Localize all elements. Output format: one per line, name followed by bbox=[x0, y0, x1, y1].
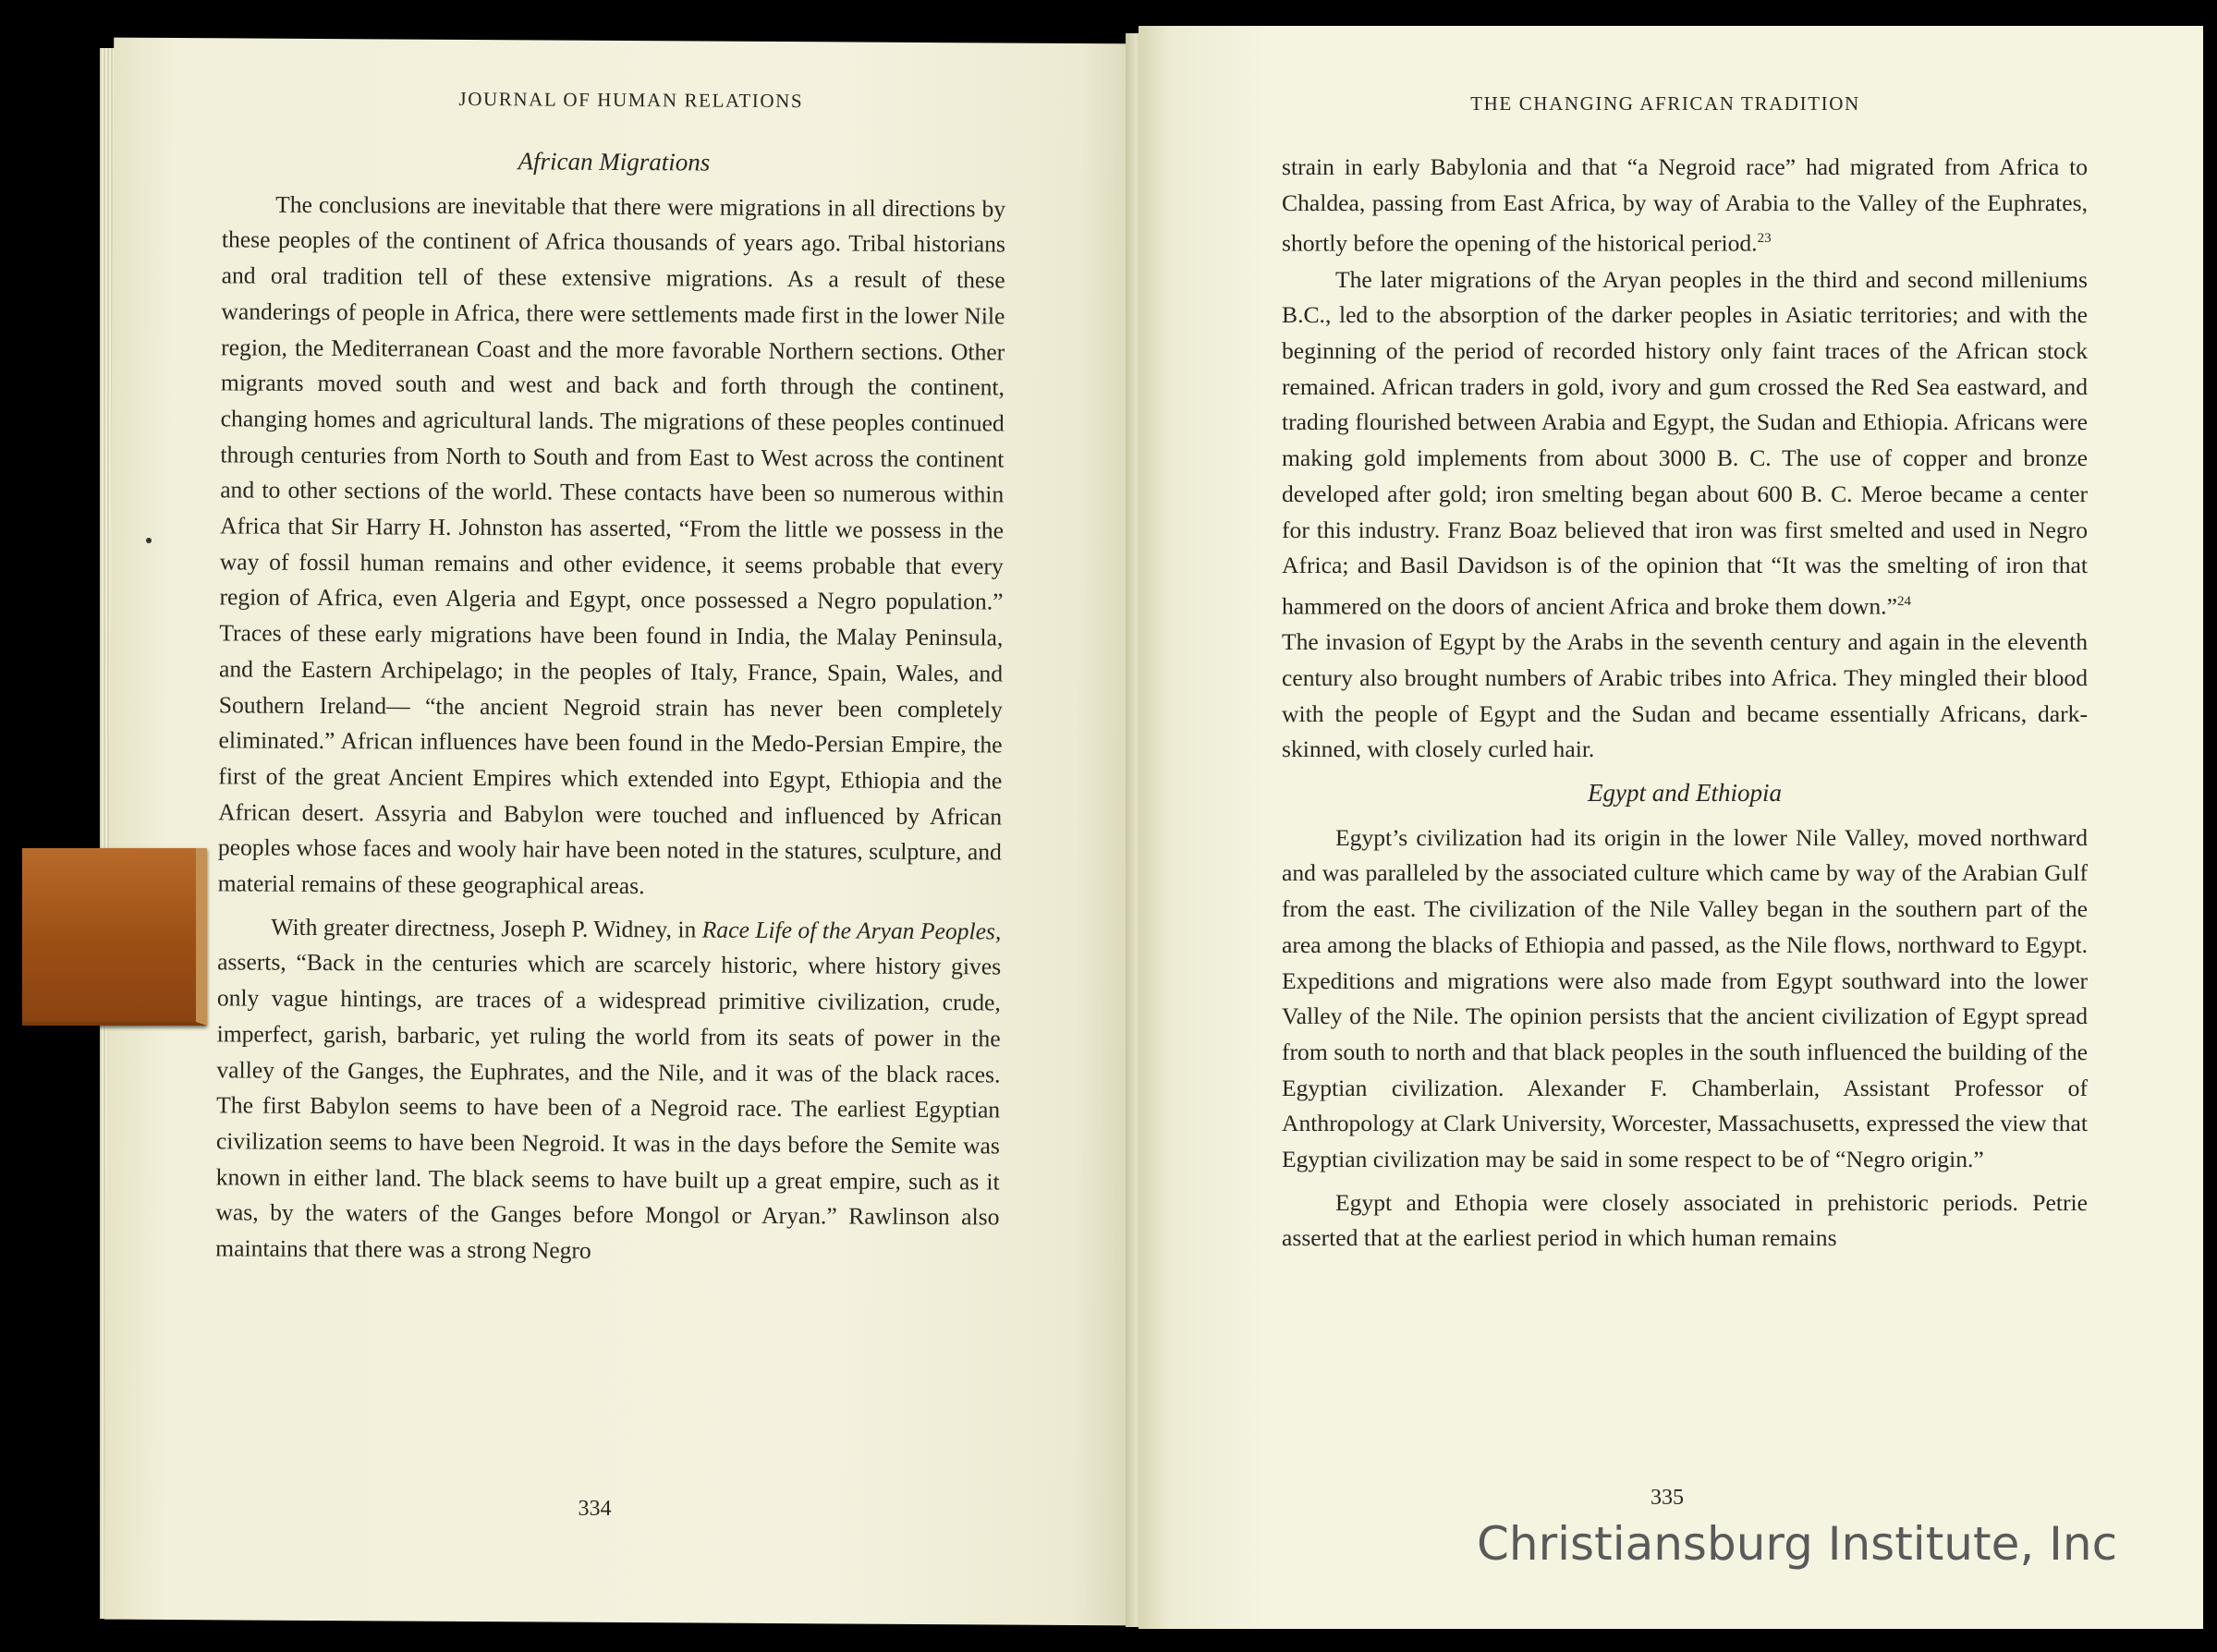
right-paragraph-4: Egypt’s civilization had its origin in the lower Nile Valley, moved northward and was paralleled by the associated culture which came by way of the Arabian Gulf from the east. The civilization of the Nile Valley began in the southern part of the area among the blacks of Ethiopia and passed, as the Nile flows, northward to Egypt. Expeditions and migrations were also made from Egypt southward into the lower Valley of the Nile. The opinion persists that the ancient civilization of Egypt spread from south to north and that black peoples in the south influenced the building of the Egyptian civilization. Alexander F. Chamberlain, Assistant Professor of Anthropology at Clark University, Worcester, Massachusetts, expressed the view that Egyptian civilization may be said in some respect to be of “Negro origin.” bbox=[1282, 823, 2088, 1173]
left-page bbox=[104, 38, 1141, 1626]
left-paragraph-1: The conclusions are inevitable that there were migrations in all directions by these peoples of the continent of Africa thousands of years ago. Tribal historians and oral tradition tell of these extensive migrations. As a result of these wanderings of people in Africa, there were settlements made first in the lower Nile region, the Mediterranean Coast and the more favorable Northern sections. Other migrants moved south and west and back and forth through the continent, changing homes and agricultural lands. The migrations of these peoples continued through centuries from North to South and from East to West across the continent and to other sections of the world. These contacts have been so numerous within Africa that Sir Harry H. Johnston has asserted, “From the little we possess in the way of fossil human remains and other evidence, it seems probable that every region of Africa, even Algeria and Egypt, once possessed a Negro population.” Traces of these early migrations have been found in India, the Malay Peninsula, and the Eastern Archipelago; in the peoples of Italy, France, Spain, Wales, and Southern Ireland— “the ancient Negroid strain has never been completely eliminated.” African influences have been found in the Medo-Persian Empire, the first of the great Ancient Empires which extended into Egypt, Ethiopia and the African desert. Assyria and Babylon were touched and influenced by African peoples whose faces and wooly hair have been noted in the statures, sculpture, and material remains of these geographical areas. bbox=[217, 190, 1006, 900]
page-number-right: 335 bbox=[1651, 1486, 1684, 1510]
ink-dot bbox=[146, 538, 152, 543]
running-head-left: JOURNAL OF HUMAN RELATIONS bbox=[458, 87, 804, 113]
left-paragraph-2-rest: asserts, “Back in the centuries which are scarcely historic, where history gives only vague hintings, are traces of a widespread primitive civilization, crude, imperfect, garish, barbaric, yet ruling the world from its seats of power in the valley of the Ganges, the Euphrates, and the Nile, and it was of the black races. The first Babylon seems to have been of a Negroid race. The earliest Egyptian civilization seems to have been Negroid. It was in the days before the Semite was known in either land. The black seems to have built up a great empire, such as it was, by the waters of the Ganges before Mongol or Aryan.” Rawlinson also maintains that there was a strong Negro bbox=[215, 948, 1002, 1264]
section-title-egypt-ethiopia: Egypt and Ethiopia bbox=[1588, 779, 1782, 808]
footnote-marker-24: 24 bbox=[1896, 593, 1911, 609]
book-title-race-life: Race Life of the Aryan Peoples, bbox=[701, 916, 1002, 945]
right-page bbox=[1139, 26, 2203, 1629]
watermark: Christiansburg Institute, Inc bbox=[1477, 1517, 2118, 1571]
right-paragraph-3: The invasion of Egypt by the Arabs in the seventh century and again in the eleventh century also brought numbers of Arabic tribes into Africa. They mingled their blood with the people of Egypt and the Sudan and became essentially Africans, dark-skinned, with closely curled hair. bbox=[1282, 628, 2088, 763]
left-body bbox=[215, 141, 1005, 1271]
footnote-marker-23: 23 bbox=[1757, 231, 1772, 247]
running-head-right: THE CHANGING AFRICAN TRADITION bbox=[1470, 92, 1860, 115]
right-paragraph-2 bbox=[1282, 262, 2088, 626]
left-paragraph-2-start: With greater directness, Joseph P. Widney, in bbox=[271, 913, 702, 943]
right-body bbox=[1282, 150, 2088, 1257]
bookmark-tab bbox=[22, 848, 207, 1026]
right-paragraph-1 bbox=[1282, 150, 2088, 262]
left-paragraph-2 bbox=[215, 909, 1001, 1271]
right-paragraph-5: Egypt and Ethopia were closely associated in prehistoric periods. Petrie asserted that at the earliest period in which human remains bbox=[1282, 1188, 2088, 1252]
right-paragraph-1-text: strain in early Babylonia and that “a Negroid race” had migrated from Africa to Chaldea, passing from East Africa, by way of Arabia to the Valley of the Euphrates, shortly before the opening of the historical period. bbox=[1282, 153, 2088, 257]
right-paragraph-2-text: The later migrations of the Aryan peoples in the third and second milleniums B.C., led to the absorption of the darker peoples in Asiatic territories; and with the beginning of the period of recorded history only faint traces of the African stock remained. African traders in gold, ivory and gum crossed the Red Sea eastward, and trading flourished between Arabia and Egypt, the Sudan and Ethiopia. Africans were making gold implements from about 3000 B. C. The use of copper and bronze developed after gold; iron smelting began about 600 B. C. Meroe became a center for this industry. Franz Boaz believed that iron was first smelted and used in Negro Africa; and Basil Davidson is of the opinion that “It was the smelting of iron that hammered on the doors of ancient Africa and broke them down.” bbox=[1282, 265, 2088, 620]
section-title-african-migrations: African Migrations bbox=[518, 147, 711, 176]
page-number-left: 334 bbox=[578, 1496, 612, 1521]
